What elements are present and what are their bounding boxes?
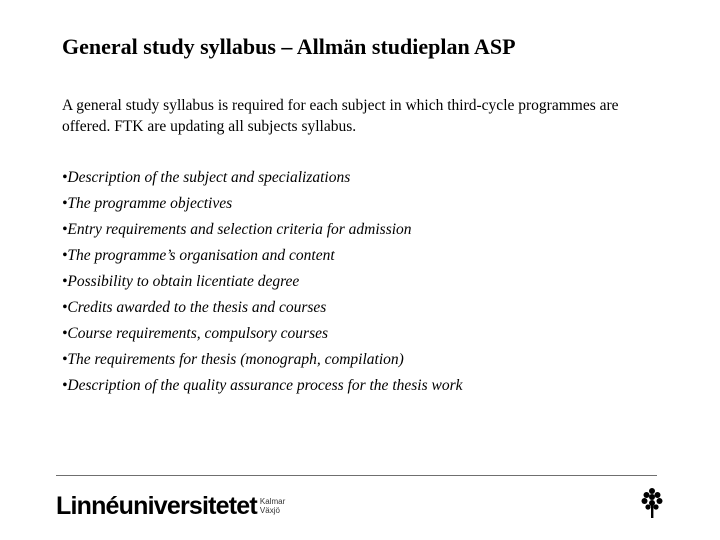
bullet-list	[62, 166, 463, 400]
slide-title: General study syllabus – Allmän studieplan ASP	[62, 34, 516, 59]
bullet-item: •Description of the quality assurance process for the thesis work	[62, 377, 463, 394]
bullet-item: •The programme objectives	[62, 195, 233, 212]
bullet-item: •The requirements for thesis (monograph, compilation)	[62, 351, 404, 368]
bullet-item: •Entry requirements and selection criteria for admission	[62, 221, 412, 238]
university-logo	[56, 491, 285, 521]
tree-logo-icon	[640, 487, 664, 519]
bullet-item: •The programme’s organisation and content	[62, 247, 335, 264]
bullet-item: •Credits awarded to the thesis and courses	[62, 299, 327, 316]
logo-campus-kalmar: Kalmar	[259, 497, 286, 506]
bullet-item: •Course requirements, compulsory courses	[62, 325, 329, 342]
bullet-item: •Description of the subject and specializations	[62, 169, 351, 186]
footer-divider	[56, 475, 657, 476]
logo-campus-names	[260, 497, 285, 515]
logo-campus-vaxjo: Växjö	[259, 506, 280, 515]
intro-paragraph: A general study syllabus is required for each subject in which third-cycle programmes are offered. FTK are updating all subjects syllabus.	[62, 97, 619, 135]
logo-wordmark: Linnéuniversitetet	[56, 492, 257, 520]
bullet-item: •Possibility to obtain licentiate degree	[62, 273, 300, 290]
